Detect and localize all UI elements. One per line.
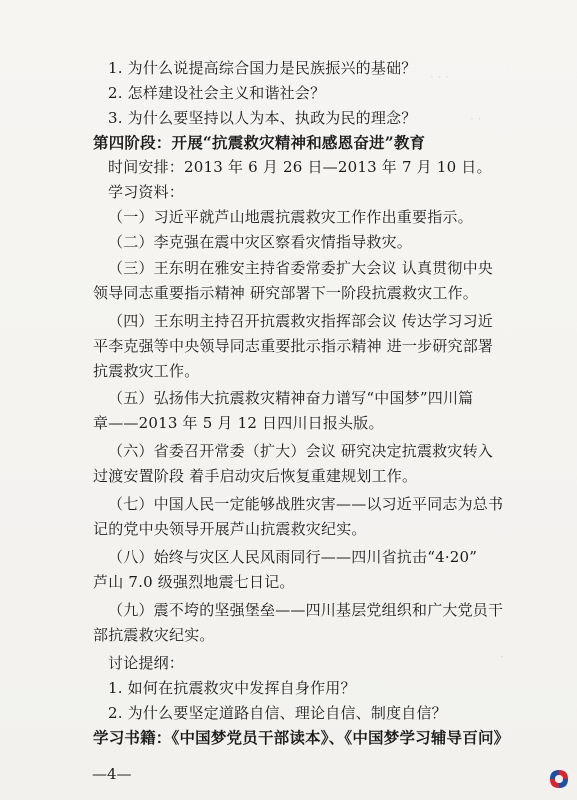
material-item: （二）李克强在震中灾区察看灾情指导救灾。 — [108, 233, 413, 251]
material-item: （一）习近平就芦山地震抗震救灾工作作出重要指示。 — [108, 208, 473, 226]
section-heading: 第四阶段：开展“抗震救灾精神和感恩奋进”教育 — [93, 133, 426, 152]
bleed-through-mark: · — [500, 650, 504, 664]
material-item-continued: 部抗震救灾纪实。 — [93, 626, 215, 644]
material-item: （五）弘扬伟大抗震救灾精神奋力谱写“中国梦”四川篇 — [108, 389, 474, 407]
question-line: 3. 为什么要坚持以人为本、执政为民的理念？ — [108, 109, 417, 127]
material-item: （六）省委召开常委（扩大）会议 研究决定抗震救灾转入 — [108, 442, 493, 460]
study-books: 学习书籍：《中国梦党员干部读本》、《中国梦学习辅导百问》 — [93, 728, 510, 747]
question-line: 1. 为什么说提高综合国力是民族振兴的基础？ — [108, 59, 417, 77]
material-item-continued: 芦山 7.0 级强烈地震七日记。 — [93, 573, 295, 591]
material-item-continued: 领导同志重要指示精神 研究部署下一阶段抗震救灾工作。 — [93, 284, 478, 302]
schedule-line: 时间安排：2013 年 6 月 26 日—2013 年 7 月 10 日。 — [108, 158, 492, 176]
discussion-label: 讨论提纲： — [108, 654, 185, 672]
material-item: （九）震不垮的坚强堡垒——四川基层党组织和广大党员干 — [108, 601, 504, 619]
material-item-continued: 过渡安置阶段 着手启动灾后恢复重建规划工作。 — [93, 467, 418, 485]
page-number: —4— — [92, 765, 132, 783]
material-item-continued: 记的党中央领导开展芦山抗震救灾纪实。 — [93, 520, 367, 538]
materials-label: 学习资料： — [108, 183, 185, 201]
material-item: （八）始终与灾区人民风雨同行——四川省抗击“4·20” — [108, 548, 478, 566]
bleed-through-mark: · · · — [430, 70, 450, 84]
question-line: 2. 怎样建设社会主义和谐社会？ — [108, 84, 326, 102]
discussion-item: 2. 为什么要坚定道路自信、理论自信、制度自信？ — [108, 704, 447, 722]
discussion-item: 1. 如何在抗震救灾中发挥自身作用？ — [108, 679, 356, 697]
watermark-logo-icon — [546, 766, 572, 792]
bleed-through-mark: · · — [470, 112, 482, 126]
material-item-continued: 抗震救灾工作。 — [93, 362, 200, 380]
material-item-continued: 平李克强等中央领导同志重要批示指示精神 进一步研究部署 — [93, 337, 494, 355]
material-item: （三）王东明在雅安主持省委常委扩大会议 认真贯彻中央 — [108, 259, 493, 277]
material-item: （四）王东明主持召开抗震救灾指挥部会议 传达学习习近 — [108, 312, 493, 330]
material-item: （七）中国人民一定能够战胜灾害——以习近平同志为总书 — [108, 495, 504, 513]
material-item-continued: 章——2013 年 5 月 12 日四川日报头版。 — [93, 414, 384, 432]
